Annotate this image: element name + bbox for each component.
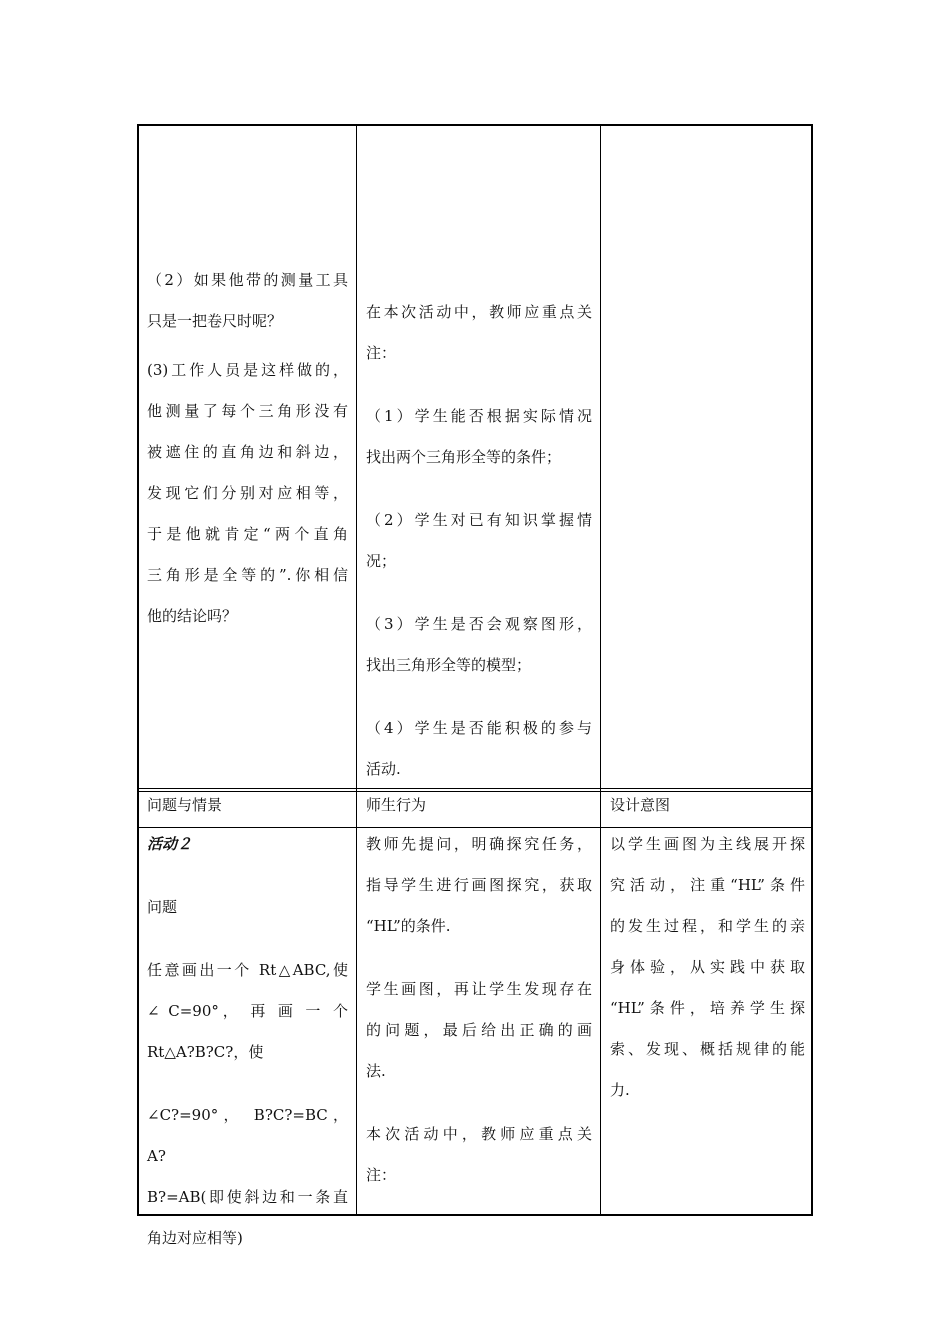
header-label: 设计意图 [610, 796, 671, 814]
text-line: 被遮住的直角边和斜边， [147, 443, 348, 461]
text-line: 活动. [366, 760, 401, 778]
text-line: 以学生画图为主线展开探 [610, 835, 805, 853]
text-line: 只是一把卷尺时呢？ [147, 312, 283, 330]
text-line: 索、发现、概括规律的能 [610, 1040, 805, 1058]
text-line: “HL”的条件. [366, 917, 451, 935]
text-line: 他测量了每个三角形没有 [147, 402, 348, 420]
text-line: 教师先提问，明确探究任务， [366, 835, 592, 853]
text-line: 于是他就肯定“两个直角 [147, 525, 348, 543]
header-cell-intent [602, 786, 813, 824]
text-line: 力. [610, 1081, 630, 1099]
column-divider-1 [356, 126, 357, 1214]
text-line: 注： [366, 344, 397, 362]
text-line: ∠ C=90°， 再 画 一 个 [147, 1002, 348, 1020]
text-line: （1）学生能否根据实际情况 [366, 407, 592, 425]
text-line: 法. [366, 1062, 386, 1080]
text-line: 究活动，注重“HL”条件 [610, 876, 805, 894]
text-line: （2）学生对已有知识掌握情 [366, 511, 592, 529]
bottom-row-col1-cell [139, 824, 356, 1259]
text-line: 本次活动中，教师应重点关 [366, 1125, 592, 1143]
bottom-row-col2-cell [358, 824, 600, 1196]
text-line: ∠C?=90°， B?C?=BC， A? [147, 1106, 348, 1165]
text-line: 找出三角形全等的模型； [366, 656, 532, 674]
column-divider-2 [600, 126, 601, 1214]
lesson-plan-table [137, 124, 813, 1247]
text-line: 指导学生进行画图探究，获取 [366, 876, 592, 894]
text-line: 身体验，从实践中获取 [610, 958, 805, 976]
text-line: 发现它们分别对应相等， [147, 484, 348, 502]
text-line: 的问题，最后给出正确的画 [366, 1021, 592, 1039]
text-line: 任意画出一个 Rt△ABC,使 [147, 961, 348, 979]
header-cell-action [358, 786, 600, 824]
text-line: 学生画图，再让学生发现存在 [366, 980, 592, 998]
text-line: （3）学生是否会观察图形， [366, 615, 592, 633]
text-line: 注： [366, 1166, 397, 1184]
top-row-col2-cell [358, 292, 600, 790]
text-line: 况； [366, 552, 397, 570]
text-line: （2）如果他带的测量工具 [147, 271, 348, 289]
text-line: 的发生过程，和学生的亲 [610, 917, 805, 935]
text-line: 他的结论吗？ [147, 607, 238, 625]
text-line: 角边对应相等) [147, 1229, 243, 1247]
text-line: （4）学生是否能积极的参与 [366, 719, 592, 737]
text-line: 找出两个三角形全等的条件； [366, 448, 562, 466]
text-line: Rt△A?B?C?，使 [147, 1043, 264, 1061]
bottom-row-col3-cell [602, 824, 813, 1111]
header-label: 师生行为 [366, 796, 427, 814]
activity-title: 活动２ [147, 835, 193, 853]
header-cell-problem [139, 786, 356, 824]
text-line: “HL”条件，培养学生探 [610, 999, 805, 1017]
text-line: 问题 [147, 898, 178, 916]
top-row-col1-cell [139, 260, 356, 637]
header-label: 问题与情景 [147, 796, 223, 814]
text-line: (3)工作人员是这样做的， [147, 361, 348, 379]
text-line: 三角形是全等的”.你相信 [147, 566, 348, 584]
text-line: 在本次活动中，教师应重点关 [366, 303, 592, 321]
text-line: B?=AB(即使斜边和一条直 [147, 1188, 348, 1206]
